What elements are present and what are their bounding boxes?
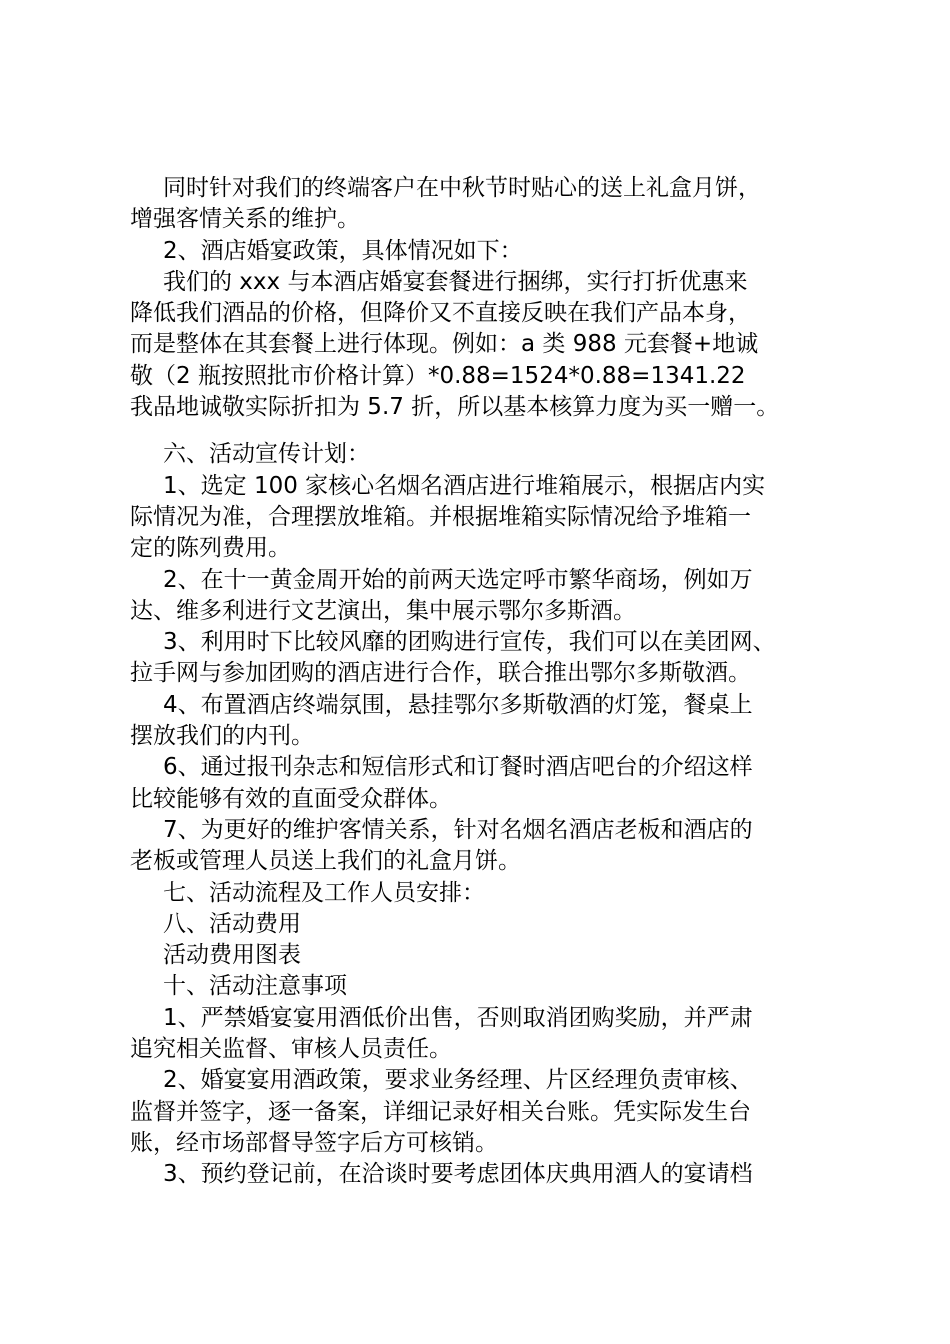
paragraph-line: 我们的 xxx 与本酒店婚宴套餐进行捆绑，实行打折优惠来 <box>163 268 748 295</box>
paragraph-line: 我品地诚敬实际折扣为 5.7 折，所以基本核算力度为买一赠一。 <box>130 394 780 421</box>
paragraph-line: 摆放我们的内刊。 <box>130 723 314 750</box>
paragraph-line: 老板或管理人员送上我们的礼盒月饼。 <box>130 848 521 875</box>
paragraph-line: 活动费用图表 <box>163 942 301 969</box>
paragraph-line: 降低我们酒品的价格，但降价又不直接反映在我们产品本身， <box>130 300 751 327</box>
paragraph-line: 2、酒店婚宴政策，具体情况如下： <box>163 237 523 264</box>
paragraph-line: 达、维多利进行文艺演出，集中展示鄂尔多斯酒。 <box>130 597 636 624</box>
section-heading: 六、活动宣传计划： <box>163 441 370 468</box>
paragraph-line: 拉手网与参加团购的酒店进行合作，联合推出鄂尔多斯敬酒。 <box>130 660 751 687</box>
paragraph-line: 7、为更好的维护客情关系，针对名烟名酒店老板和酒店的 <box>163 816 753 843</box>
paragraph-line: 6、通过报刊杂志和短信形式和订餐时酒店吧台的介绍这样 <box>163 754 753 781</box>
paragraph-line: 1、严禁婚宴宴用酒低价出售，否则取消团购奖励，并严肃 <box>163 1004 753 1031</box>
paragraph-line: 账，经市场部督导签字后方可核销。 <box>130 1129 498 1156</box>
section-heading: 七、活动流程及工作人员安排： <box>163 879 485 906</box>
paragraph-line: 3、预约登记前，在洽谈时要考虑团体庆典用酒人的宴请档 <box>163 1161 753 1188</box>
paragraph-line: 比较能够有效的直面受众群体。 <box>130 785 452 812</box>
paragraph-line: 1、选定 100 家核心名烟名酒店进行堆箱展示，根据店内实 <box>163 472 766 499</box>
paragraph-line: 2、在十一黄金周开始的前两天选定呼市繁华商场，例如万 <box>163 566 753 593</box>
section-heading: 八、活动费用 <box>163 910 301 937</box>
paragraph-line: 同时针对我们的终端客户在中秋节时贴心的送上礼盒月饼， <box>163 175 761 201</box>
paragraph-line: 4、布置酒店终端氛围，悬挂鄂尔多斯敬酒的灯笼，餐桌上 <box>163 691 753 718</box>
paragraph-line: 监督并签字，逐一备案，详细记录好相关台账。凭实际发生台 <box>130 1098 751 1125</box>
paragraph-line: 定的陈列费用。 <box>130 535 291 562</box>
paragraph-line: 而是整体在其套餐上进行体现。例如：a 类 988 元套餐+地诚 <box>130 331 759 358</box>
paragraph-gap <box>130 423 830 439</box>
section-heading: 十、活动注意事项 <box>163 973 347 1000</box>
paragraph-line: 3、利用时下比较风靡的团购进行宣传，我们可以在美团网、 <box>163 629 776 656</box>
document-body <box>130 173 830 1191</box>
paragraph-line: 际情况为准，合理摆放堆箱。并根据堆箱实际情况给予堆箱一 <box>130 503 751 530</box>
paragraph-line: 追究相关监督、审核人员责任。 <box>130 1036 452 1063</box>
paragraph-line: 2、婚宴宴用酒政策，要求业务经理、片区经理负责审核、 <box>163 1067 753 1094</box>
paragraph-line: 增强客情关系的维护。 <box>130 206 360 233</box>
paragraph-line: 敬（2 瓶按照批市价格计算）*0.88=1524*0.88=1341.22 <box>130 362 746 389</box>
